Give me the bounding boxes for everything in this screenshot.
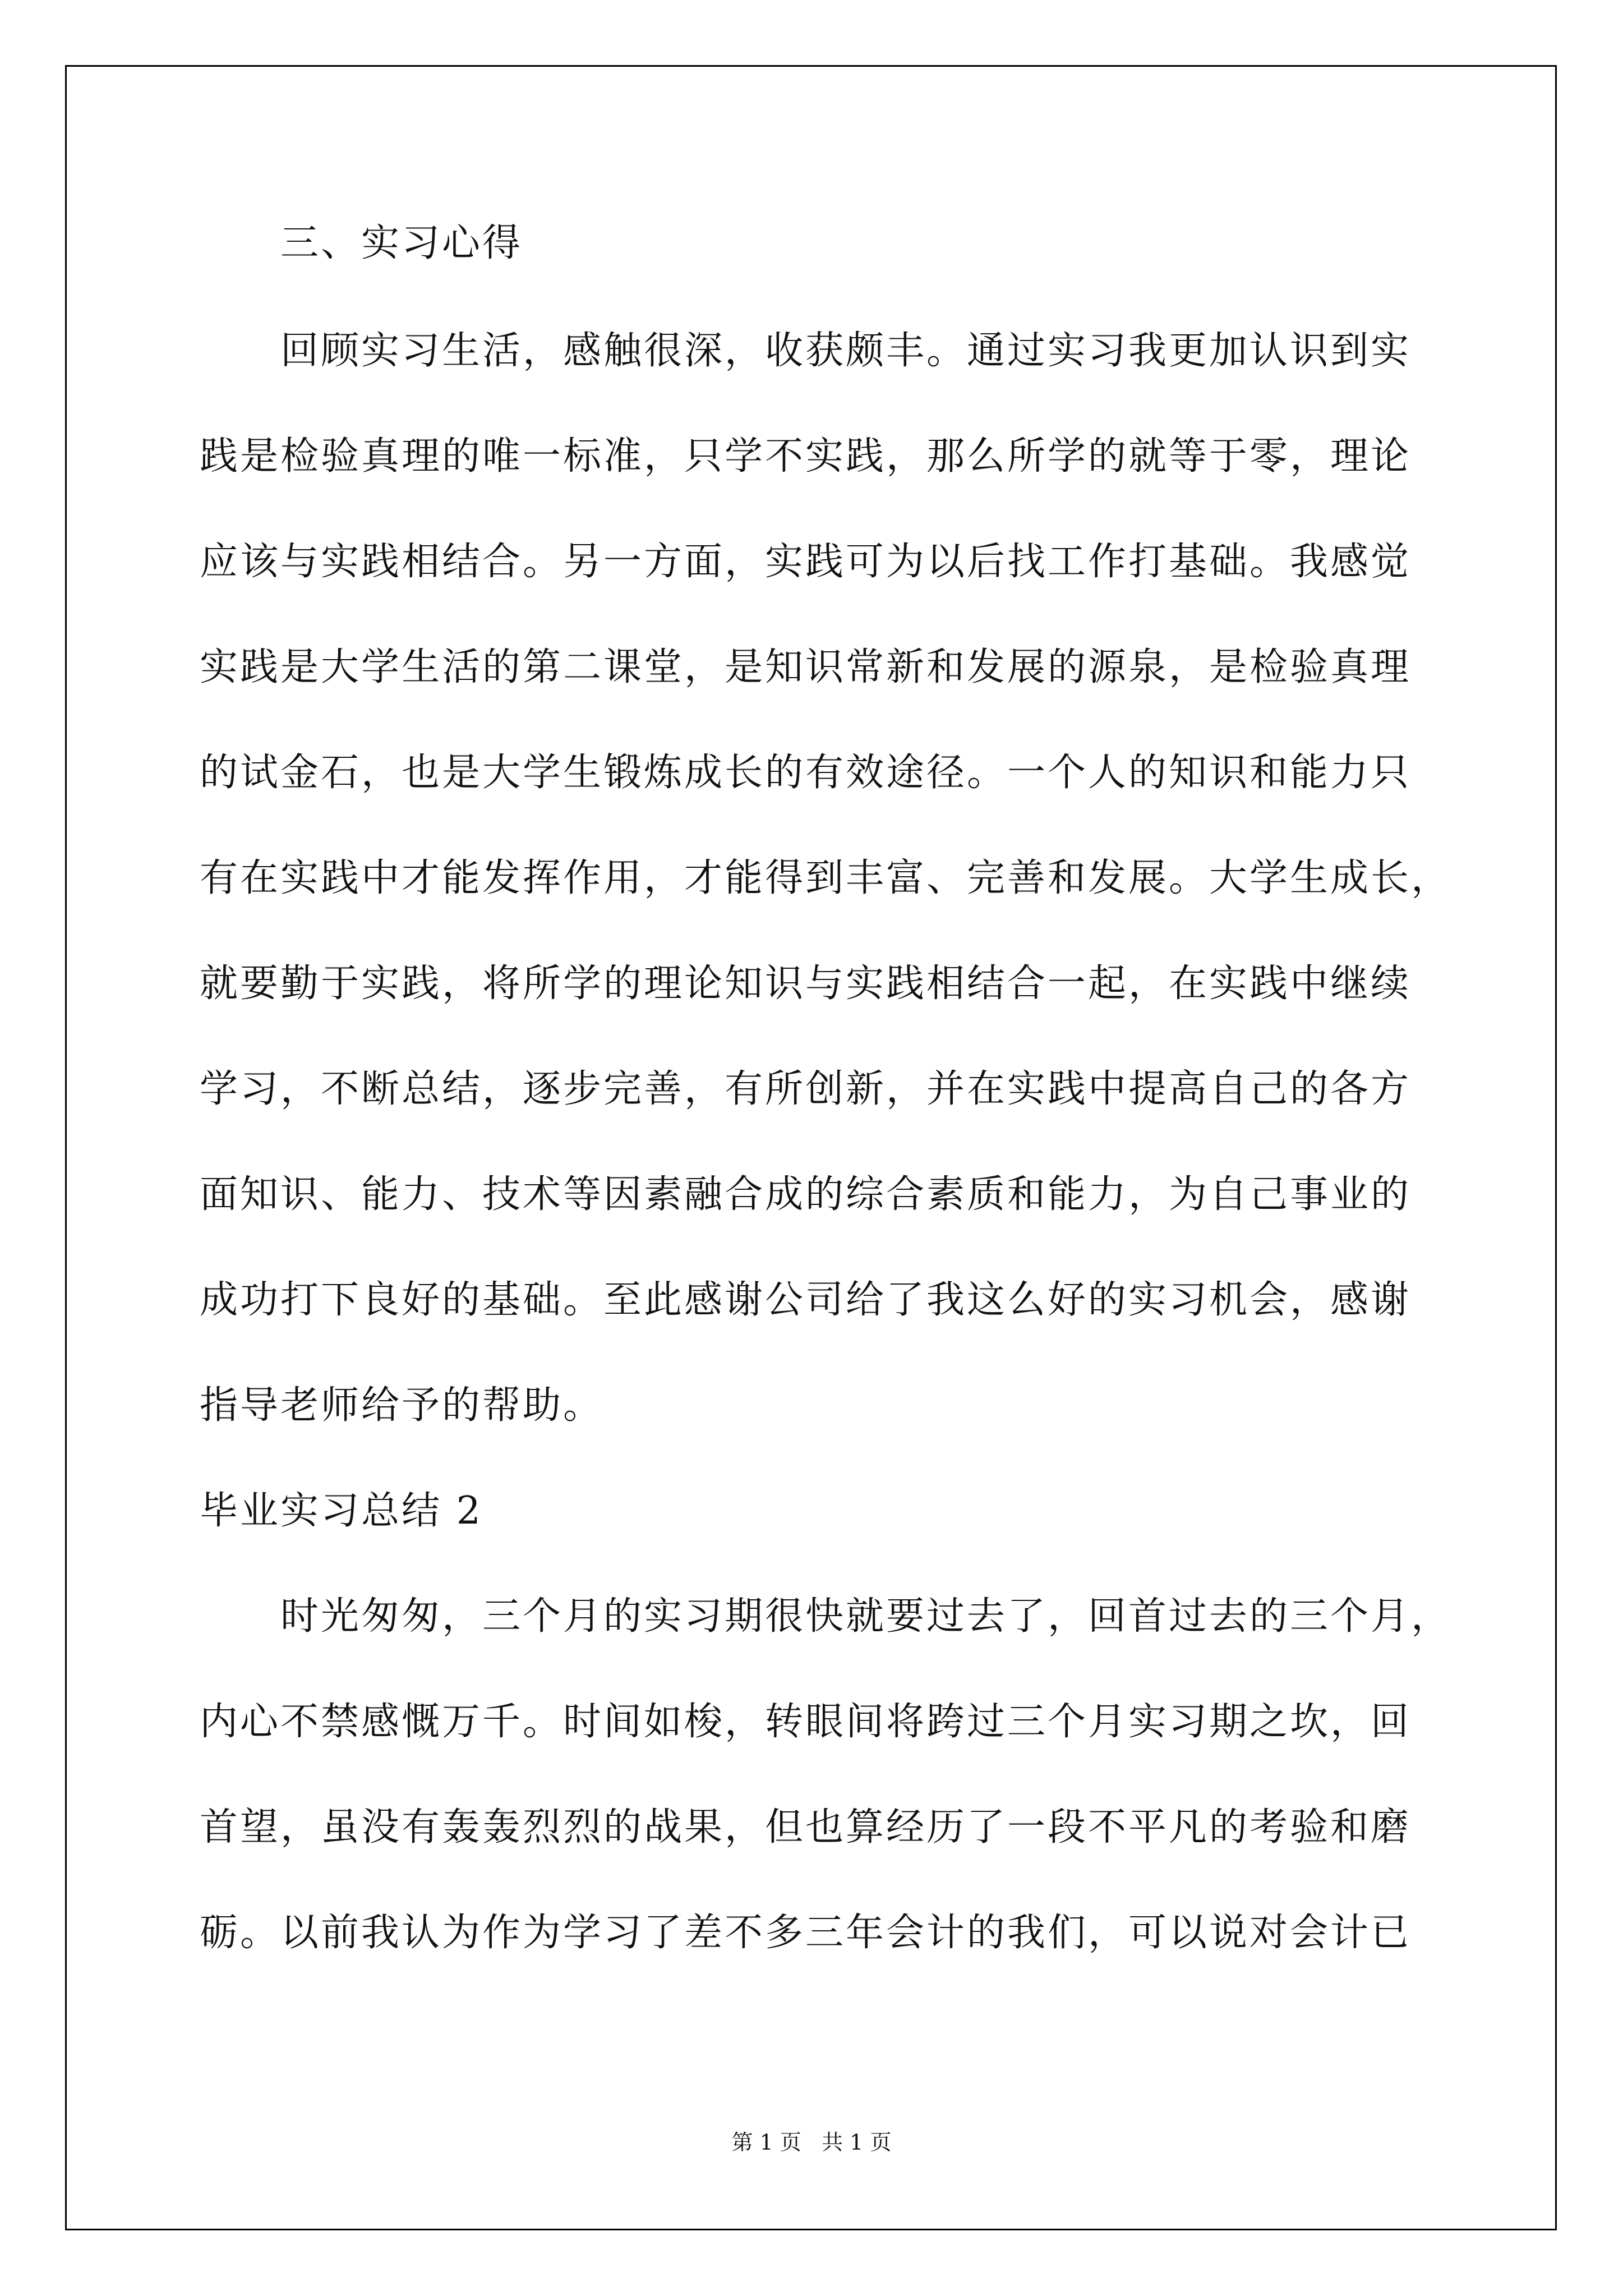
page-number-footer: 第 1 页 共 1 页 <box>731 2130 892 2155</box>
paragraph-1-line: 有在实践中才能发挥作用，才能得到丰富、完善和发展。大学生成长， <box>200 856 1452 900</box>
section-title-2: 毕业实习总结 2 <box>200 1489 483 1533</box>
paragraph-1-line: 面知识、能力、技术等因素融合成的综合素质和能力，为自己事业的 <box>200 1172 1412 1217</box>
paragraph-1-line: 回顾实习生活，感触很深，收获颇丰。通过实习我更加认识到实 <box>280 329 1412 373</box>
paragraph-1-line: 学习，不断总结，逐步完善，有所创新，并在实践中提高自己的各方 <box>200 1067 1412 1111</box>
paragraph-1-line: 成功打下良好的基础。至此感谢公司给了我这么好的实习机会，感谢 <box>200 1278 1412 1322</box>
paragraph-1-line: 实践是大学生活的第二课堂，是知识常新和发展的源泉，是检验真理 <box>200 645 1412 689</box>
paragraph-1-line: 的试金石，也是大学生锻炼成长的有效途径。一个人的知识和能力只 <box>200 751 1412 795</box>
paragraph-1-line: 指导老师给予的帮助。 <box>200 1383 604 1428</box>
paragraph-1-line: 应该与实践相结合。另一方面，实践可为以后找工作打基础。我感觉 <box>200 540 1412 584</box>
paragraph-2-line: 时光匆匆，三个月的实习期很快就要过去了，回首过去的三个月， <box>280 1594 1452 1639</box>
paragraph-2-line: 砺。以前我认为作为学习了差不多三年会计的我们，可以说对会计已 <box>200 1911 1412 1955</box>
page-border <box>65 65 1557 2230</box>
paragraph-1-line: 践是检验真理的唯一标准，只学不实践，那么所学的就等于零，理论 <box>200 434 1412 478</box>
paragraph-2-line: 内心不禁感慨万千。时间如梭，转眼间将跨过三个月实习期之坎，回 <box>200 1700 1412 1744</box>
section-heading: 三、实习心得 <box>280 221 523 265</box>
paragraph-2-line: 首望，虽没有轰轰烈烈的战果，但也算经历了一段不平凡的考验和磨 <box>200 1805 1412 1849</box>
paragraph-1-line: 就要勤于实践，将所学的理论知识与实践相结合一起，在实践中继续 <box>200 961 1412 1006</box>
